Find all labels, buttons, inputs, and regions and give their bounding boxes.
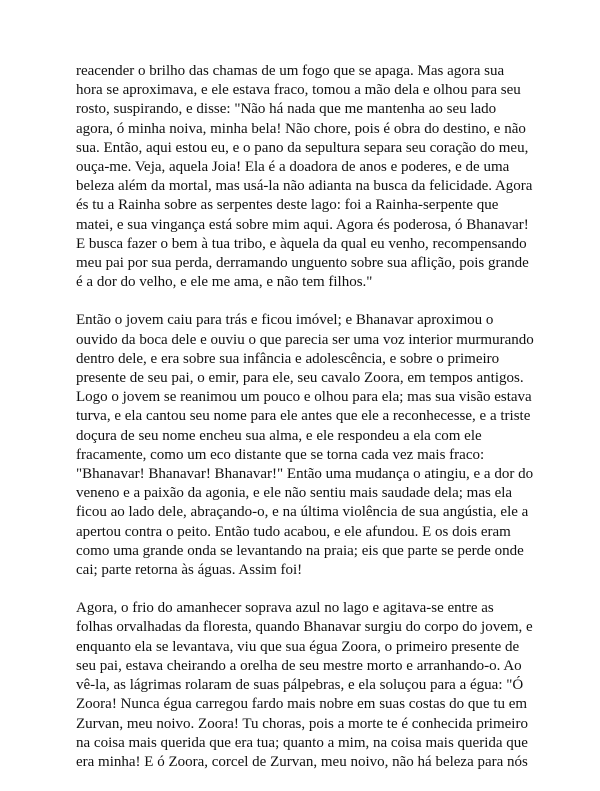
text-line: como uma grande onda se levantando na praia; eis que parte se perde onde (76, 542, 524, 559)
text-line: és tu a Rainha sobre as serpentes deste lago: foi a Rainha-serpente que (76, 197, 499, 214)
text-line: sua. Então, aqui estou eu, e o pano da sepultura separa seu coração do meu, (76, 139, 529, 156)
text-line: presente de seu pai, o emir, para ele, seu cavalo Zoora, em tempos antigos. (76, 370, 524, 387)
text-line: turva, e ela cantou seu nome para ele antes que ele a reconhecesse, e a triste (76, 408, 531, 425)
paragraph-1 (76, 62, 538, 292)
document-page (76, 62, 538, 791)
text-line: cai; parte retorna às águas. Assim foi! (76, 562, 303, 579)
text-line: apertou contra o peito. Então tudo acabou, e ele afundou. E os dois eram (76, 523, 511, 540)
paragraph-2 (76, 311, 538, 580)
text-line: ouça-me. Veja, aquela Joia! Ela é a doadora de anos e poderes, e de uma (76, 159, 510, 176)
text-line: veneno e a paixão da agonia, e ele não sentiu mais saudade dela; mas ela (76, 485, 513, 502)
text-line: ouvido da boca dele e ouviu o que parecia ser uma voz interior murmurando (76, 331, 534, 348)
text-line: folhas orvalhadas da floresta, quando Bhanavar surgiu do corpo do jovem, e (76, 619, 533, 636)
text-line: Logo o jovem se reanimou um pouco e olhou para ela; mas sua visão estava (76, 389, 532, 406)
text-line: ficou ao lado dele, abraçando-o, e na última violência de sua angústia, ele a (76, 504, 529, 521)
text-line: rosto, suspirando, e disse: "Não há nada que me mantenha ao seu lado (76, 101, 497, 118)
text-line: enquanto ela se levantava, viu que sua égua Zoora, o primeiro presente de (76, 638, 520, 655)
text-line: beleza além da mortal, mas usá-la não adianta na busca da felicidade. Agora (76, 178, 533, 195)
text-line: fracamente, como um eco distante que se torna cada vez mais fraco: (76, 446, 485, 463)
text-line: meu pai por sua perda, derramando unguento sobre sua aflição, pois grande (76, 255, 529, 272)
text-line: E busca fazer o bem à tua tribo, e àquela da qual eu venho, recompensando (76, 235, 527, 252)
text-line: "Bhanavar! Bhanavar! Bhanavar!" Então uma mudança o atingiu, e a dor do (76, 466, 534, 483)
text-line: reacender o brilho das chamas de um fogo que se apaga. Mas agora sua (76, 63, 505, 79)
text-line: era minha! E ó Zoora, corcel de Zurvan, meu noivo, não há beleza para nós (76, 753, 528, 770)
text-line: vê-la, as lágrimas rolaram de suas pálpebras, e ela soluçou para a égua: "Ó (76, 677, 524, 694)
text-line: hora se aproximava, e ele estava fraco, tomou a mão dela e olhou para seu (76, 82, 521, 99)
text-line: doçura de seu nome encheu sua alma, e ele respondeu a ela com ele (76, 427, 482, 444)
text-line: na coisa mais querida que era tua; quanto a mim, na coisa mais querida que (76, 734, 528, 751)
paragraph-3 (76, 599, 538, 772)
text-line: Zurvan, meu noivo. Zoora! Tu choras, pois a morte te é conhecida primeiro (76, 715, 528, 732)
text-line: agora, ó minha noiva, minha bela! Não chore, pois é obra do destino, e não (76, 120, 526, 137)
text-line: é a dor do velho, e ele me ama, e não tem filhos." (76, 274, 373, 291)
text-line: matei, e sua vingança está sobre mim aqui. Agora és poderosa, ó Bhanavar! (76, 216, 529, 233)
text-line: Agora, o frio do amanhecer soprava azul no lago e agitava-se entre as (76, 600, 494, 617)
text-line: dentro dele, e era sobre sua infância e adolescência, e sobre o primeiro (76, 350, 500, 367)
text-line: seu pai, estava cheirando a orelha de seu mestre morto e arranhando-o. Ao (76, 657, 522, 674)
text-line: Então o jovem caiu para trás e ficou imóvel; e Bhanavar aproximou o (76, 312, 494, 329)
text-line: Zoora! Nunca égua carregou fardo mais nobre em suas costas do que tu em (76, 696, 528, 713)
